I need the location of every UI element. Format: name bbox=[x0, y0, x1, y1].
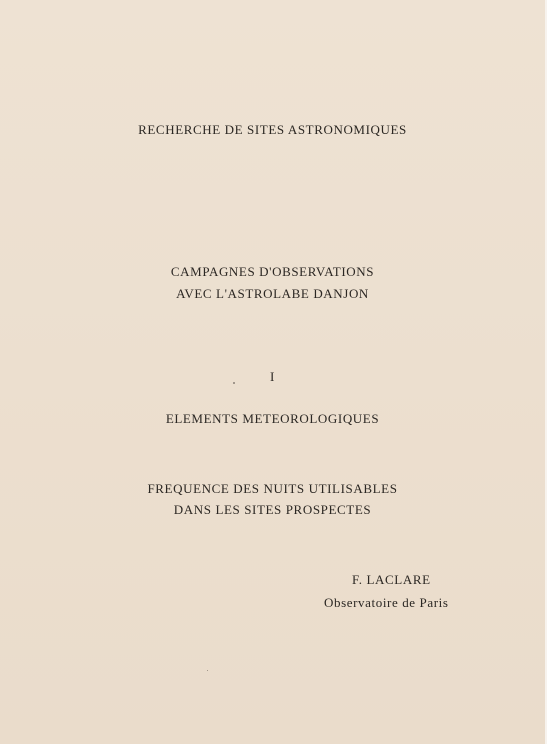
campaign-title-line-1: CAMPAGNES D'OBSERVATIONS bbox=[170, 264, 375, 279]
topic-title-line-1: FREQUENCE DES NUITS UTILISABLES bbox=[147, 481, 398, 496]
series-title: RECHERCHE DE SITES ASTRONOMIQUES bbox=[138, 122, 407, 137]
topic-title-line-2: DANS LES SITES PROSPECTES bbox=[173, 502, 372, 517]
paper-speck bbox=[207, 670, 208, 671]
author-affiliation: Observatoire de Paris bbox=[324, 595, 449, 610]
subject-title: ELEMENTS METEOROLOGIQUES bbox=[165, 411, 380, 426]
author-name: F. LACLARE bbox=[352, 572, 431, 587]
volume-number: I bbox=[270, 369, 275, 384]
paper-speck bbox=[233, 382, 235, 384]
campaign-title-line-2: AVEC L'ASTROLABE DANJON bbox=[176, 286, 369, 301]
